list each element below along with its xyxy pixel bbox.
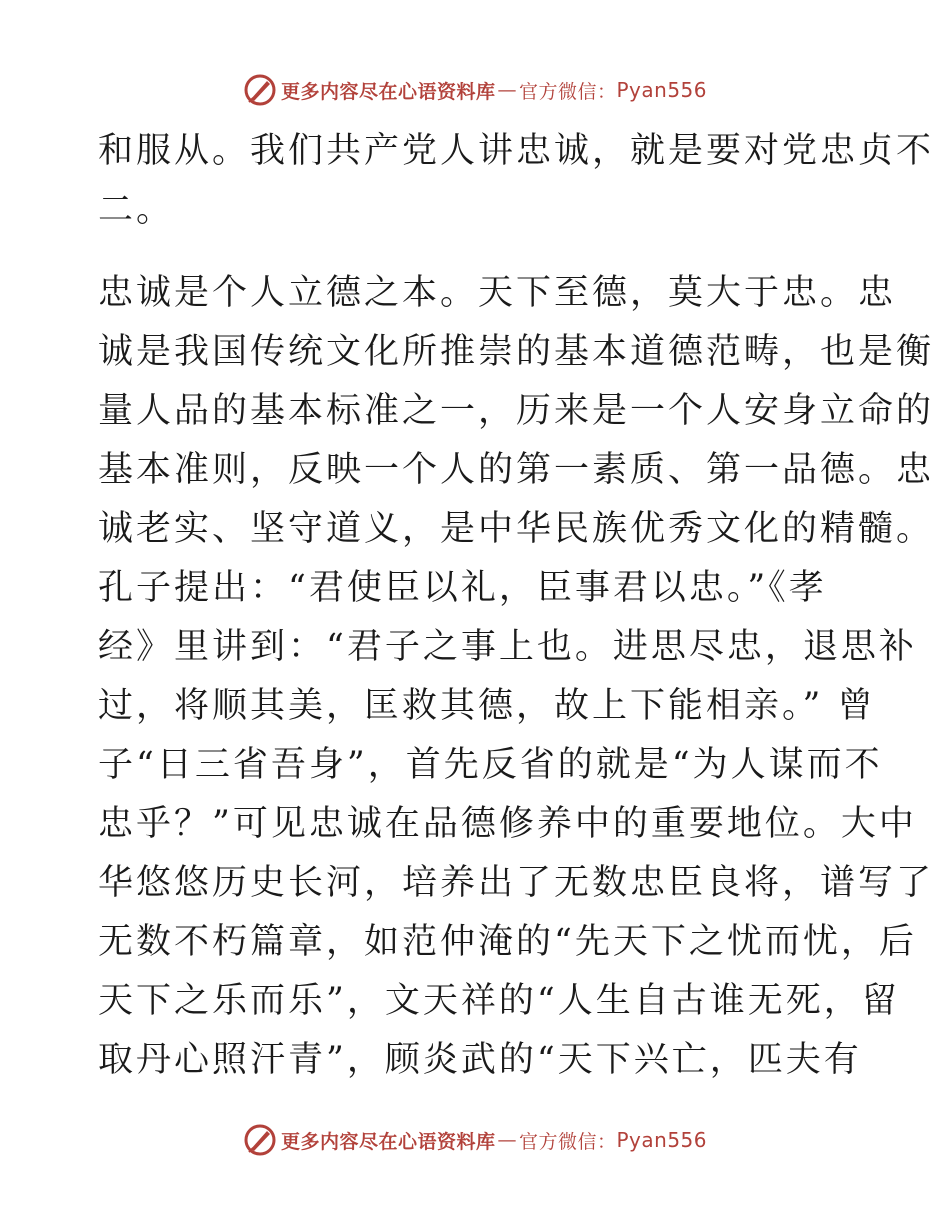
text-line: 孔子提出：“君使臣以礼，臣事君以忠。”《孝 bbox=[98, 568, 827, 608]
text-line: 过，将顺其美，匡救其德，故上下能相亲。” 曾 bbox=[98, 686, 876, 726]
text-line: 量人品的基本标准之一，历来是一个人安身立命的 bbox=[98, 391, 935, 431]
watermark-wechat-label: 官方微信： bbox=[518, 1130, 617, 1153]
watermark-wechat-label: 官方微信： bbox=[518, 80, 617, 103]
watermark-text: 更多内容尽在心语资料库 bbox=[280, 1130, 496, 1153]
header-watermark bbox=[0, 70, 950, 110]
document-body bbox=[98, 122, 935, 1090]
footer-watermark bbox=[0, 1120, 950, 1160]
text-line: 天下之乐而乐”，文天祥的“人生自古谁无死，留 bbox=[98, 981, 900, 1021]
quill-logo-icon bbox=[243, 1123, 277, 1157]
watermark-separator: — bbox=[497, 79, 517, 101]
quill-logo-icon bbox=[243, 73, 277, 107]
text-line: 诚老实、坚守道义，是中华民族优秀文化的精髓。 bbox=[98, 509, 935, 549]
text-line: 忠乎？”可见忠诚在品德修养中的重要地位。大中 bbox=[98, 804, 917, 844]
text-line: 忠诚是个人立德之本。天下至德，莫大于忠。忠 bbox=[98, 273, 897, 313]
watermark-wechat-id: Pyan556 bbox=[616, 1128, 708, 1152]
text-line: 诚是我国传统文化所推崇的基本道德范畴，也是衡 bbox=[98, 332, 935, 372]
watermark-separator: — bbox=[497, 1129, 517, 1151]
text-line: 经》里讲到：“君子之事上也。进思尽忠，退思补 bbox=[98, 627, 917, 667]
text-line: 子“日三省吾身”，首先反省的就是“为人谋而不 bbox=[98, 745, 883, 785]
text-line: 和服从。我们共产党人讲忠诚，就是要对党忠贞不 bbox=[98, 131, 935, 171]
text-line: 取丹心照汗青”，顾炎武的“天下兴亡，匹夫有 bbox=[98, 1040, 862, 1080]
watermark-text: 更多内容尽在心语资料库 bbox=[280, 80, 496, 103]
text-line: 华悠悠历史长河，培养出了无数忠臣良将，谱写了 bbox=[98, 863, 935, 903]
text-line: 无数不朽篇章，如范仲淹的“先天下之忧而忧，后 bbox=[98, 922, 917, 962]
text-line: 基本准则，反映一个人的第一素质、第一品德。忠 bbox=[98, 450, 935, 490]
paragraph-2 bbox=[98, 264, 935, 1090]
paragraph-1 bbox=[98, 122, 935, 240]
text-line: 二。 bbox=[98, 190, 175, 230]
watermark-wechat-id: Pyan556 bbox=[616, 78, 708, 102]
